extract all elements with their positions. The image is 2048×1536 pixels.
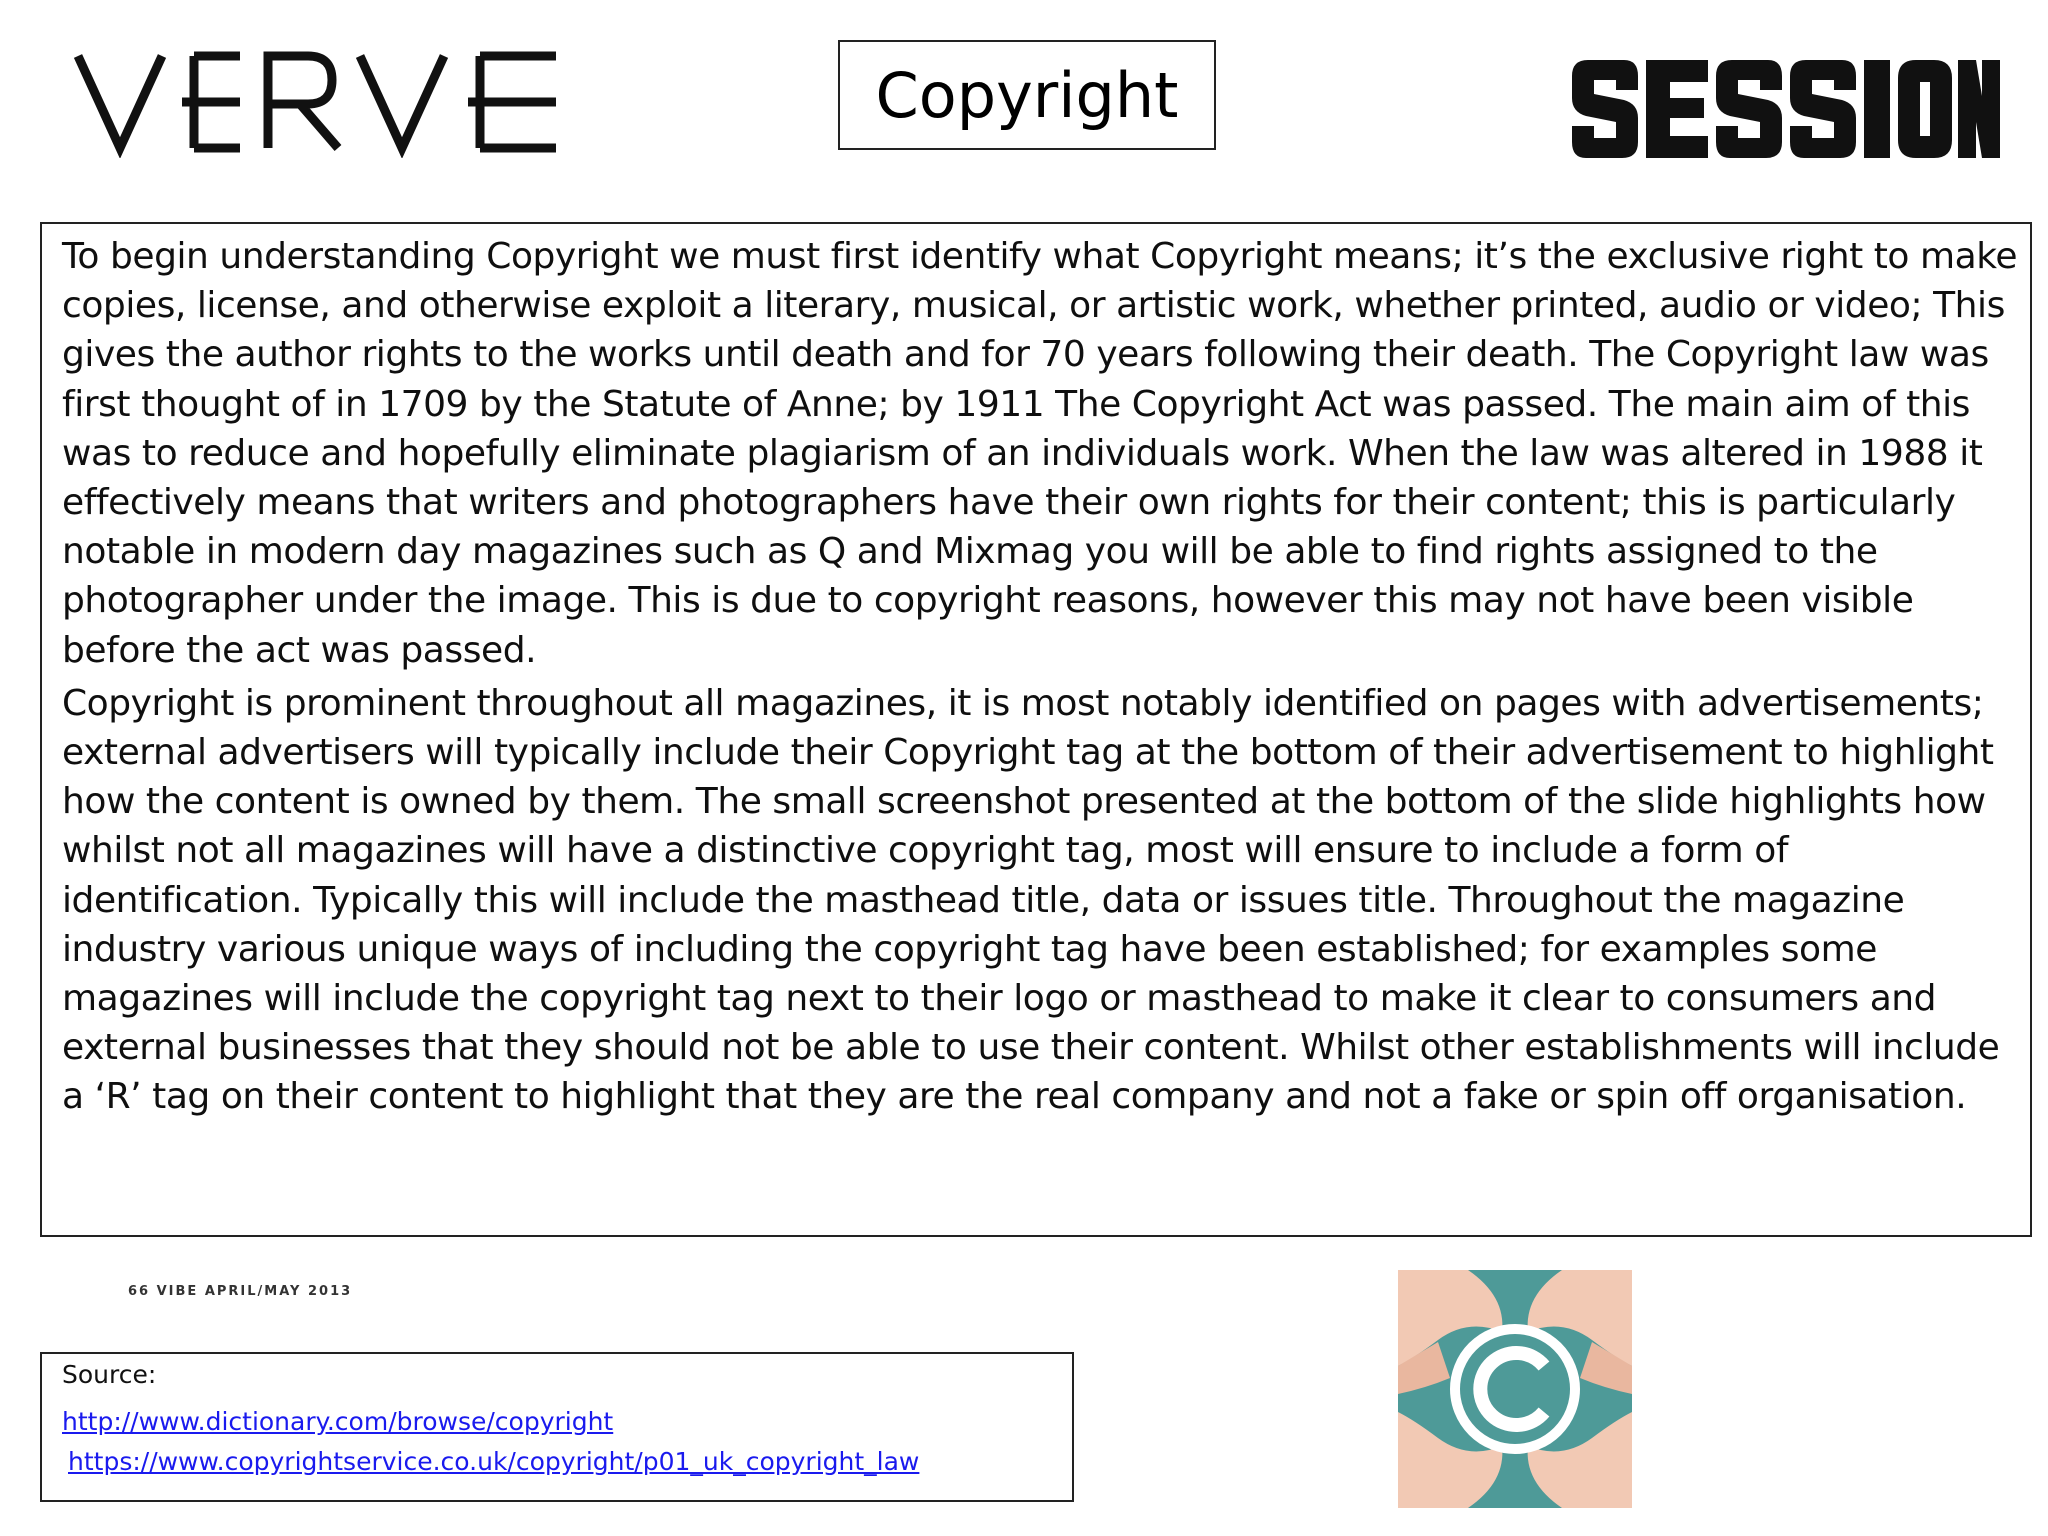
source-link-dictionary[interactable]: http://www.dictionary.com/browse/copyright [62, 1407, 614, 1436]
body-text-box [40, 222, 2032, 1237]
page-title: Copyright [838, 40, 1216, 150]
copyright-graphic [1398, 1270, 1632, 1508]
sources-box [40, 1352, 1074, 1502]
copyright-symbol-icon [1398, 1270, 1632, 1508]
paragraph-1: To begin understanding Copyright we must first identify what Copyright means; it’s the exclusive right to make copies, license, and otherwise exploit a literary, musical, or artistic work, whether printed, audio or video; This gives the author rights to the works until death and for 70 years following their death. The Copyright law was first thought of in 1709 by the Statute of Anne; by 1911 The Copyright Act was passed. The main aim of this was to reduce and hopefully eliminate plagiarism of an individuals work. When the law was altered in 1988 it effectively means that writers and photographers have their own rights for their content; this is particularly notable in modern day magazines such as Q and Mixmag you will be able to find rights assigned to the photographer under the image. This is due to copyright reasons, however this may not have been visible before the act was passed. [62, 236, 2018, 671]
verve-logo [70, 48, 560, 158]
session-logo [1566, 56, 2002, 162]
paragraph-2: Copyright is prominent throughout all magazines, it is most notably identified on pages with advertisements; external advertisers will typically include their Copyright tag at the bottom of their advertisement to highlight how the content is owned by them. The small screenshot presented at the bottom of the slide highlights how whilst not all magazines will have a distinctive copyright tag, most will ensure to include a form of identification. Typically this will include the masthead title, data or issues title. Throughout the magazine industry various unique ways of including the copyright tag have been established; for examples some magazines will include the copyright tag next to their logo or masthead to make it clear to consumers and external businesses that they should not be able to use their content. Whilst other establishments will include a ‘R’ tag on their content to highlight that they are the real company and not a fake or spin off organisation. [62, 682, 2000, 1118]
source-label: Source: [62, 1360, 157, 1389]
source-link-copyrightservice[interactable]: https://www.copyrightservice.co.uk/copyright/p01_uk_copyright_law [68, 1447, 920, 1476]
magazine-footer-screenshot: 66 VIBE APRIL/MAY 2013 [128, 1284, 353, 1299]
